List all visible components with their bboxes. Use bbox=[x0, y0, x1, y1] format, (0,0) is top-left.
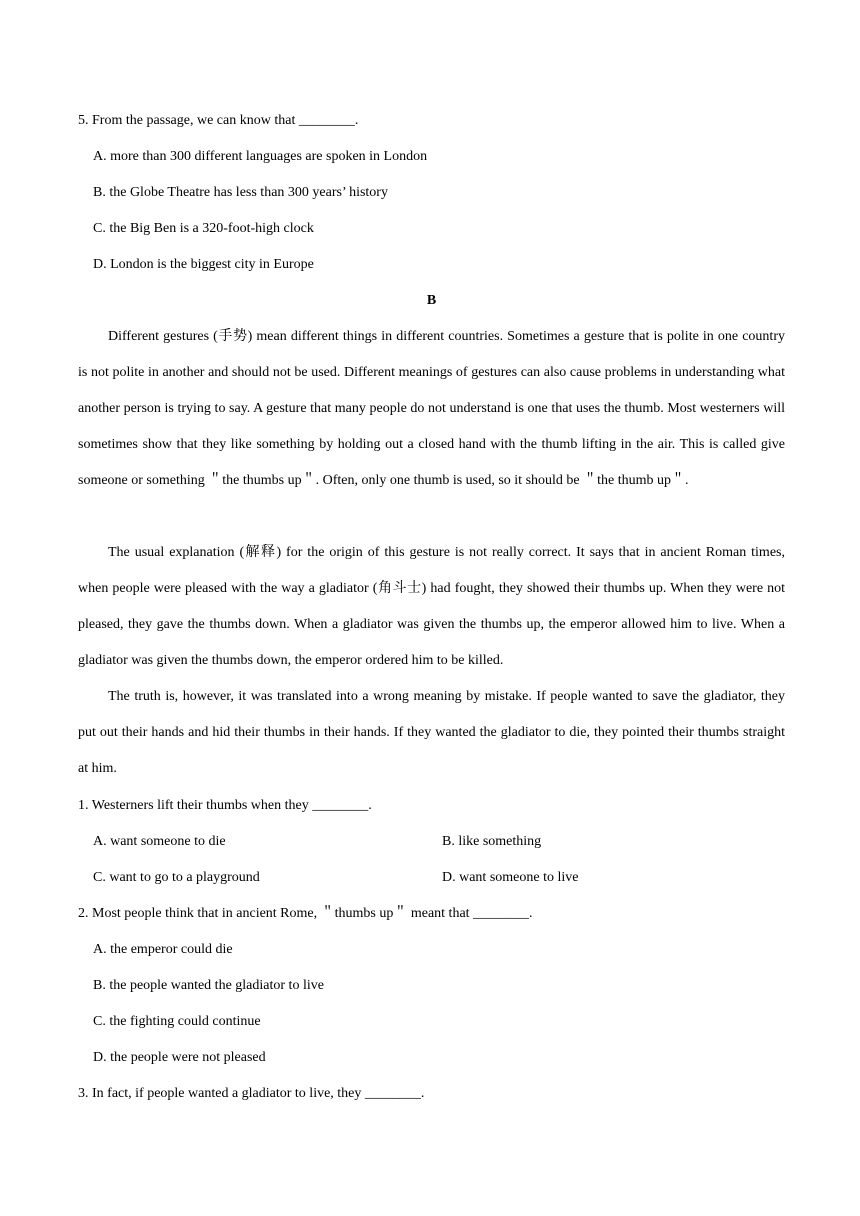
section-b-heading: B bbox=[426, 293, 437, 308]
question-5-option-b: B. the Globe Theatre has less than 300 years’ history bbox=[93, 185, 388, 200]
passage-paragraph-3: The truth is, however, it was translated into a wrong meaning by mistake. If people wanted to save the gladiator, they put out their hands and hid their thumbs in their hands. If they wanted the gladiator to die, they pointed their thumbs straight at him. bbox=[78, 689, 785, 776]
passage-paragraph-2: The usual explanation (解释) for the origin of this gesture is not really correct. It says that in ancient Roman times, when people were pleased with the way a gladiator (角斗士) had fought, they showed their thumbs up. When they were not pleased, they gave the thumbs down. When a gladiator was given the thumbs up, the emperor allowed him to live. When a gladiator was given the thumbs down, the emperor ordered him to be killed. bbox=[78, 545, 785, 668]
question-1-stem: 1. Westerners lift their thumbs when they ________. bbox=[78, 798, 372, 813]
question-2-option-a: A. the emperor could die bbox=[93, 942, 233, 957]
question-1-option-d: D. want someone to live bbox=[442, 870, 579, 885]
question-1-option-a: A. want someone to die bbox=[93, 834, 226, 849]
question-2-option-c: C. the fighting could continue bbox=[93, 1014, 261, 1029]
question-1-option-c: C. want to go to a playground bbox=[93, 870, 260, 885]
question-5-option-d: D. London is the biggest city in Europe bbox=[93, 257, 314, 272]
question-3-stem: 3. In fact, if people wanted a gladiator to live, they ________. bbox=[78, 1086, 425, 1101]
question-5-option-c: C. the Big Ben is a 320-foot-high clock bbox=[93, 221, 314, 236]
question-2-stem: 2. Most people think that in ancient Rome, ＂thumbs up＂ meant that ________. bbox=[78, 906, 533, 921]
question-2-option-b: B. the people wanted the gladiator to live bbox=[93, 978, 324, 993]
passage-paragraph-1: Different gestures (手势) mean different things in different countries. Sometimes a gesture that is polite in one country is not polite in another and should not be used. Different meanings of gestures can also cause problems in understanding what another person is trying to say. A gesture that many people do not understand is one that uses the thumb. Most westerners will sometimes show that they like something by holding out a closed hand with the thumb lifting in the air. This is called give someone or something ＂the thumbs up＂. Often, only one thumb is used, so it should be ＂the thumb up＂. bbox=[78, 329, 785, 488]
question-5-option-a: A. more than 300 different languages are spoken in London bbox=[93, 149, 428, 164]
question-2-option-d: D. the people were not pleased bbox=[93, 1050, 266, 1065]
question-5-stem: 5. From the passage, we can know that ________. bbox=[78, 113, 359, 128]
question-1-option-b: B. like something bbox=[442, 834, 542, 849]
